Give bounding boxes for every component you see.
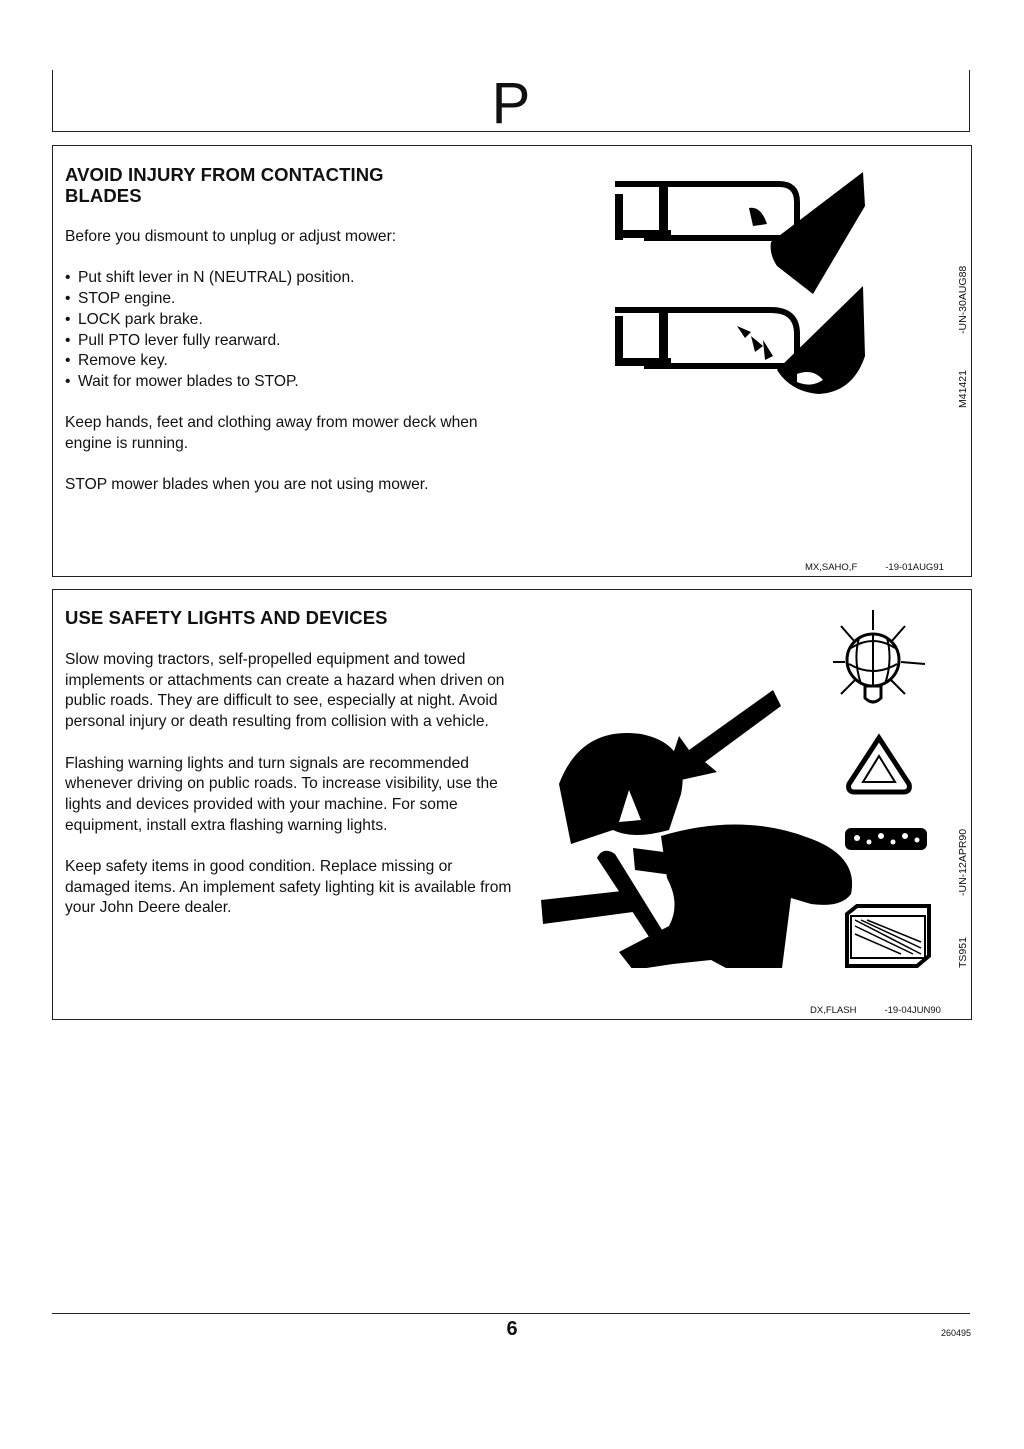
page-header — [52, 70, 970, 136]
bullet-icon: • — [65, 269, 71, 287]
body-paragraph: Slow moving tractors, self-propelled equipment and towed implements or attachments can create a hazard when driven on public roads. They are difficult to see, especially at night. Avoid personal injury or death resulting from collision with a vehicle. — [65, 651, 505, 731]
list-item: • LOCK park brake. — [65, 310, 510, 331]
figure-code-left: TS951 — [957, 937, 969, 968]
intro-paragraph: Before you dismount to unplug or adjust mower: — [65, 228, 397, 245]
list-item: • Put shift lever in N (NEUTRAL) position. — [65, 268, 510, 289]
bullet-icon: • — [65, 310, 71, 328]
body-paragraph: Keep hands, feet and clothing away from mower deck when engine is running. — [65, 414, 478, 452]
figure-code-right: -UN-30AUG88 — [957, 265, 969, 334]
bullet-icon: • — [65, 352, 71, 370]
driver-safety-lights-icon — [541, 608, 946, 968]
section-body — [65, 227, 510, 517]
hand-blade-warning-icon — [601, 166, 941, 406]
section-title: AVOID INJURY FROM CONTACTING BLADES — [65, 164, 384, 206]
bullet-icon: • — [65, 372, 71, 390]
body-paragraph: STOP mower blades when you are not using mower. — [65, 476, 429, 494]
bullet-icon: • — [65, 331, 71, 349]
figure-code-right: -UN-12APR90 — [957, 828, 969, 896]
section-code: DX,FLASH -19-04JUN90 — [810, 1005, 941, 1016]
list-item: • Pull PTO lever fully rearward. — [65, 331, 510, 352]
page-number: 6 — [506, 1318, 518, 1340]
footer-divider — [52, 1313, 970, 1314]
list-item: • Wait for mower blades to STOP. — [65, 372, 510, 393]
body-paragraph: Flashing warning lights and turn signals are recommended whenever driving on public roads. To increase visibility, use the lights and devices provided with your machine. For some equipment, install extra flashing warning lights. — [65, 754, 498, 834]
bullet-list — [65, 268, 510, 392]
section-title: USE SAFETY LIGHTS AND DEVICES — [65, 607, 388, 628]
bullet-icon: • — [65, 290, 71, 308]
body-paragraph: Keep safety items in good condition. Replace missing or damaged items. An implement safety lighting kit is available from your John Deere dealer. — [65, 858, 512, 917]
section-letter: P — [491, 71, 531, 136]
section-code: MX,SAHO,F -19-01AUG91 — [805, 562, 944, 573]
figure-code-left: M41421 — [957, 370, 969, 408]
safety-section-blades — [52, 145, 972, 577]
safety-section-lights — [52, 589, 972, 1020]
section-body — [65, 650, 520, 940]
list-item: • STOP engine. — [65, 289, 510, 310]
list-item: • Remove key. — [65, 351, 510, 372]
document-code: 260495 — [941, 1328, 972, 1338]
